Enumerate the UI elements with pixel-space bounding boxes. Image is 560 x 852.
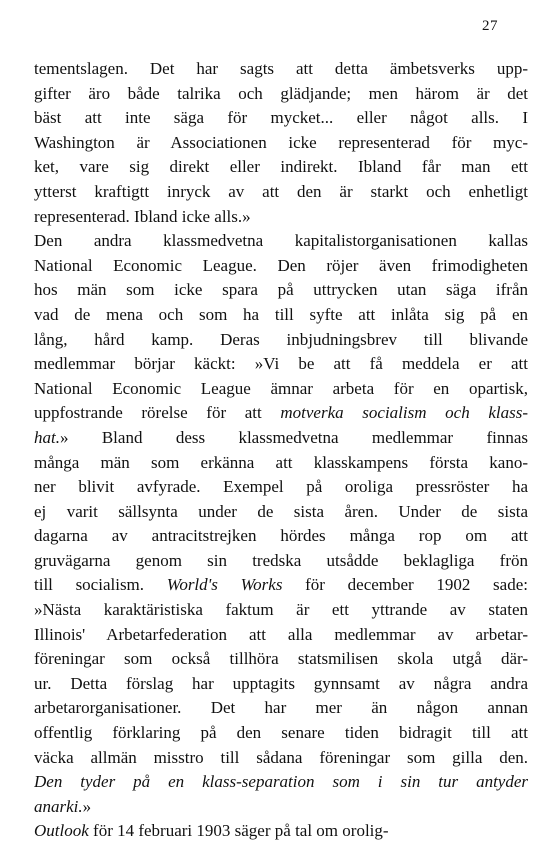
text-line bbox=[34, 205, 528, 230]
text-segment: lång, hård kamp. Deras inbjudningsbrev till blivande bbox=[34, 329, 528, 349]
text-line bbox=[34, 451, 528, 476]
text-segment: Washington är Associationen icke representerad för myc- bbox=[34, 132, 528, 152]
text-line bbox=[34, 696, 528, 721]
italic-text: motverka socialism och klass- bbox=[280, 403, 528, 423]
text-line bbox=[34, 328, 528, 353]
text-line bbox=[34, 819, 528, 844]
text-line bbox=[34, 303, 528, 328]
text-segment: gruvägarna genom sin tredska utsådde beklagliga frön bbox=[34, 550, 528, 570]
text-segment: ur. Detta förslag har upptagits gynnsamt av några andra bbox=[34, 673, 528, 693]
text-line bbox=[34, 180, 528, 205]
text-line bbox=[34, 623, 528, 648]
text-line bbox=[34, 795, 528, 820]
text-line bbox=[34, 647, 528, 672]
text-segment: många män som erkänna att klasskampens första kano- bbox=[34, 452, 528, 472]
text-line bbox=[34, 524, 528, 549]
text-line bbox=[34, 672, 528, 697]
text-segment: Den andra klassmedvetna kapitalistorganisationen kallas bbox=[34, 231, 528, 251]
text-line bbox=[34, 155, 528, 180]
italic-text: Outlook bbox=[34, 821, 89, 841]
text-segment: uppfostrande rörelse för att bbox=[34, 403, 281, 423]
text-segment: ytterst kraftigtt inryck av att den är starkt och enhetligt bbox=[34, 181, 528, 201]
text-line bbox=[34, 721, 528, 746]
text-segment: till socialism. bbox=[34, 575, 167, 595]
text-segment: National Economic League ämnar arbeta för en opartisk, bbox=[34, 378, 528, 398]
italic-text: hat. bbox=[34, 427, 60, 447]
text-segment: »Nästa karaktäristiska faktum är ett yttrande av staten bbox=[34, 600, 528, 620]
text-segment: National Economic League. Den röjer även frimodigheten bbox=[34, 255, 528, 275]
text-segment: bäst att inte säga för mycket... eller något alls. I bbox=[34, 108, 528, 128]
text-line bbox=[34, 475, 528, 500]
text-segment: dagarna av antracitstrejken hördes många rop om att bbox=[34, 526, 528, 546]
text-line bbox=[34, 82, 528, 107]
text-line bbox=[34, 746, 528, 771]
text-segment: Illinois' Arbetarfederation att alla medlemmar av arbetar- bbox=[34, 624, 528, 644]
text-line bbox=[34, 106, 528, 131]
text-line bbox=[34, 131, 528, 156]
text-segment: gifter äro både talrika och glädjande; men härom är det bbox=[34, 83, 528, 103]
text-segment: tementslagen. Det har sagts att detta ämbetsverks upp- bbox=[34, 59, 528, 78]
text-segment: för 14 februari 1903 säger på tal om orolig- bbox=[88, 821, 389, 841]
text-segment: hos män som icke spara på uttrycken utan säga ifrån bbox=[34, 280, 528, 300]
text-segment: vad de mena och som ha till syfte att inlåta sig på en bbox=[34, 304, 528, 324]
text-segment: ej varit sällsynta under de sista åren. Under de sista bbox=[34, 501, 528, 521]
text-line bbox=[34, 278, 528, 303]
text-line bbox=[34, 401, 528, 426]
text-line bbox=[34, 229, 528, 254]
text-segment: för december 1902 sade: bbox=[282, 575, 528, 595]
text-segment: offentlig förklaring på den senare tiden bidragit till att bbox=[34, 723, 528, 743]
text-segment: föreningar som också tillhöra statsmilisen skola utgå där- bbox=[34, 649, 528, 669]
text-line bbox=[34, 426, 528, 451]
text-line bbox=[34, 500, 528, 525]
text-line bbox=[34, 377, 528, 402]
body-text bbox=[34, 57, 528, 844]
text-segment: » Bland dess klassmedvetna medlemmar finnas bbox=[59, 427, 528, 447]
text-line bbox=[34, 254, 528, 279]
text-segment: väcka allmän misstro till sådana föreningar som gilla den. bbox=[34, 747, 528, 767]
text-segment: ner blivit avfyrade. Exempel på oroliga pressröster ha bbox=[34, 477, 528, 497]
text-segment: representerad. Ibland icke alls.» bbox=[34, 206, 251, 226]
italic-text: Den tyder på en klass-separation som i sin tur antyder bbox=[34, 772, 528, 792]
text-segment: medlemmar börjar käckt: »Vi be att få meddela er att bbox=[34, 354, 528, 374]
text-line bbox=[34, 573, 528, 598]
text-segment: » bbox=[82, 796, 92, 816]
text-line bbox=[34, 352, 528, 377]
text-line bbox=[34, 598, 528, 623]
text-segment: ket, vare sig direkt eller indirekt. Ibland får man ett bbox=[34, 157, 528, 177]
text-segment: arbetarorganisationer. Det har mer än någon annan bbox=[34, 698, 528, 718]
italic-text: anarki. bbox=[34, 796, 83, 816]
page-number: 27 bbox=[482, 18, 498, 34]
text-line bbox=[34, 549, 528, 574]
italic-text: World's Works bbox=[166, 575, 283, 595]
text-line bbox=[34, 770, 528, 795]
text-line bbox=[34, 57, 528, 82]
